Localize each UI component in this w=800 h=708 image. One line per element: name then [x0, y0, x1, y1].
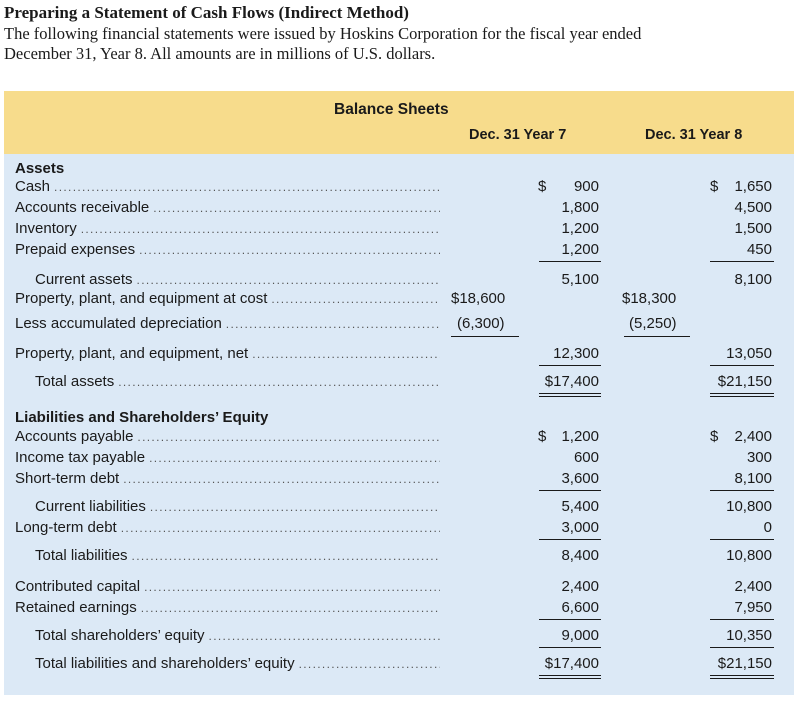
underline [624, 336, 690, 337]
col-year7-header: Dec. 31 Year 7 [469, 127, 567, 143]
total-le-y7: $17,400 [544, 655, 599, 672]
label-total-liab: Total liabilities [35, 547, 128, 564]
cc-y7: 2,400 [561, 578, 599, 595]
row-current-assets [4, 270, 794, 290]
underline [451, 336, 519, 337]
underline [539, 647, 601, 648]
label-ppe-net: Property, plant, and equipment, net [15, 345, 249, 362]
dollar-sign: $ [710, 178, 719, 195]
tax-y8: 300 [746, 449, 772, 466]
double-underline [539, 675, 601, 679]
ppe-net-y8: 13,050 [726, 345, 772, 362]
accum-dep-y8: (5,250) [629, 315, 677, 332]
label-ppe-cost: Property, plant, and equipment at cost [15, 290, 268, 307]
ppe-net-y7: 12,300 [553, 345, 599, 362]
ap-y7: 1,200 [561, 428, 599, 445]
inventory-y8: 1,500 [734, 220, 772, 237]
current-assets-y8: 8,100 [734, 271, 772, 288]
col-year8-header: Dec. 31 Year 8 [645, 127, 743, 143]
label-accum-dep: Less accumulated depreciation [15, 315, 222, 332]
row-cc [4, 577, 794, 597]
cash-y8: 1,650 [734, 178, 772, 195]
row-ltd [4, 518, 794, 538]
prepaid-y8: 450 [746, 241, 772, 258]
ar-y7: 1,800 [561, 199, 599, 216]
underline [539, 539, 601, 540]
underline [710, 261, 774, 262]
total-liab-y8: 10,800 [726, 547, 772, 564]
total-le-y8: $21,150 [717, 655, 772, 672]
label-tax: Income tax payable [15, 449, 146, 466]
row-ppe-net [4, 344, 794, 364]
row-total-liab [4, 546, 794, 566]
row-current-liab [4, 497, 794, 517]
underline [710, 539, 774, 540]
inventory-y7: 1,200 [561, 220, 599, 237]
double-underline [710, 675, 774, 679]
label-prepaid: Prepaid expenses [15, 241, 136, 258]
label-total-le: Total liabilities and shareholders’ equity [35, 655, 295, 672]
intro [4, 2, 794, 64]
label-total-assets: Total assets [35, 373, 115, 390]
dollar-sign: $ [538, 428, 547, 445]
re-y7: 6,600 [561, 599, 599, 616]
current-liab-y8: 10,800 [726, 498, 772, 515]
ltd-y7: 3,000 [561, 519, 599, 536]
row-std [4, 469, 794, 489]
current-assets-y7: 5,100 [561, 271, 599, 288]
intro-line-2: December 31, Year 8. All amounts are in millions of U.S. dollars. [4, 44, 436, 63]
underline [539, 619, 601, 620]
ltd-y8: 0 [763, 519, 772, 536]
underline [539, 365, 601, 366]
total-liab-y7: 8,400 [561, 547, 599, 564]
prepaid-y7: 1,200 [561, 241, 599, 258]
current-liab-y7: 5,400 [561, 498, 599, 515]
label-re: Retained earnings [15, 599, 137, 616]
std-y8: 8,100 [734, 470, 772, 487]
ppe-cost-y8: $18,300 [622, 290, 677, 307]
total-equity-y8: 10,350 [726, 627, 772, 644]
cc-y8: 2,400 [734, 578, 772, 595]
label-total-equity: Total shareholders’ equity [35, 627, 205, 644]
label-std: Short-term debt [15, 470, 120, 487]
label-inventory: Inventory [15, 220, 77, 237]
row-total-le [4, 654, 794, 674]
table-header [4, 91, 794, 154]
underline [710, 647, 774, 648]
problem-title: Preparing a Statement of Cash Flows (Indirect Method) [4, 3, 409, 22]
underline [710, 619, 774, 620]
row-total-assets [4, 372, 794, 392]
ppe-cost-y7: $18,600 [451, 290, 506, 307]
ar-y8: 4,500 [734, 199, 772, 216]
label-ap: Accounts payable [15, 428, 134, 445]
double-underline [710, 393, 774, 397]
std-y7: 3,600 [561, 470, 599, 487]
underline [539, 261, 601, 262]
label-cc: Contributed capital [15, 578, 141, 595]
table-title: Balance Sheets [334, 101, 449, 118]
row-tax [4, 448, 794, 468]
label-cash: Cash [15, 178, 51, 195]
row-ppe-cost [4, 289, 794, 309]
dollar-sign: $ [710, 428, 719, 445]
total-assets-y8: $21,150 [717, 373, 772, 390]
double-underline [539, 393, 601, 397]
underline [710, 490, 774, 491]
label-current-assets: Current assets [35, 271, 133, 288]
label-current-liab: Current liabilities [35, 498, 146, 515]
label-ltd: Long-term debt [15, 519, 117, 536]
assets-heading: Assets [15, 160, 65, 177]
liabilities-heading: Liabilities and Shareholders’ Equity [15, 409, 269, 426]
row-prepaid [4, 240, 794, 260]
underline [539, 490, 601, 491]
total-assets-y7: $17,400 [544, 373, 599, 390]
dollar-sign: $ [538, 178, 547, 195]
tax-y7: 600 [573, 449, 599, 466]
row-total-equity [4, 626, 794, 646]
re-y8: 7,950 [734, 599, 772, 616]
ap-y8: 2,400 [734, 428, 772, 445]
row-ar [4, 198, 794, 218]
row-ap [4, 427, 794, 447]
cash-y7: 900 [573, 178, 599, 195]
row-re [4, 598, 794, 618]
intro-line-1: The following financial statements were issued by Hoskins Corporation for the fiscal year ended [4, 24, 642, 43]
row-inventory [4, 219, 794, 239]
balance-sheet-table [4, 91, 794, 695]
total-equity-y7: 9,000 [561, 627, 599, 644]
label-ar: Accounts receivable [15, 199, 150, 216]
row-accum-dep [4, 314, 794, 334]
row-cash [4, 177, 794, 197]
underline [710, 365, 774, 366]
accum-dep-y7: (6,300) [457, 315, 505, 332]
